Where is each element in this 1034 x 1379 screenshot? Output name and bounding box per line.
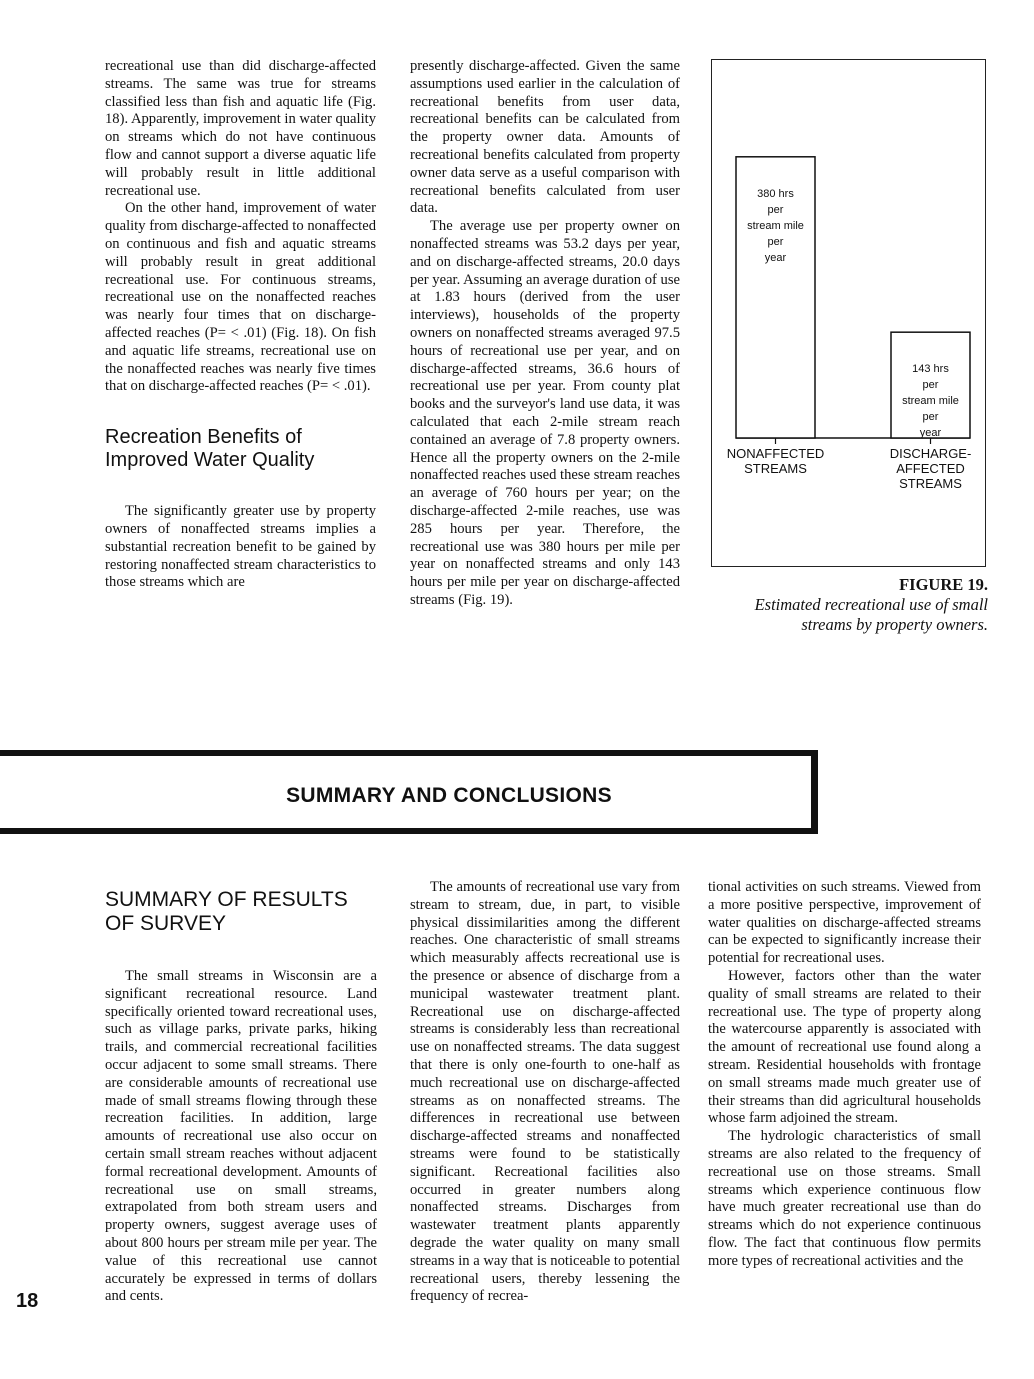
bar-chart — [712, 60, 987, 568]
summary-column-2 — [410, 879, 680, 1306]
page-number: 18 — [16, 1290, 39, 1312]
body-paragraph: The amounts of recreational use vary from stream to stream, due, in part, to visible physical dissimilarities among the different reaches. One characteristic of small streams which measurably affects recreational use is the presence or absence of discharge from a municipal wastewater treatment plant. Recreational use on discharge-affected streams is considerably less than recreational use on nonaffected streams. The data suggest that there is only one-fourth to one-half as much recreational use on discharge-affected streams as on nonaffected streams. The differences in recreational use between discharge-affected streams and nonaffected streams were found to be statistically significant. Recreational facilities also occurred in greater numbers along nonaffected streams. Discharges from wastewater treatment plants apparently degrade the water quality on many small streams in a way that is noticeable to potential recreational users, thereby lessening the frequency of recrea- — [410, 879, 680, 1305]
figure-19-chart — [711, 59, 986, 567]
top-column-2 — [410, 58, 680, 610]
body-paragraph: recreational use than did discharge-affected streams. The same was true for streams classified less than fish and aquatic life (Fig. 18). Apparently, improvement in water quality on streams which do not have continuous flow and cannot support a diverse aquatic life will probably result in little additional recreational use. — [105, 58, 376, 199]
figure-title: Estimated recreational use of small streams by property owners. — [754, 595, 988, 634]
chart-category-label: DISCHARGE-AFFECTED STREAMS — [889, 446, 972, 491]
banner-title: SUMMARY AND CONCLUSIONS — [286, 784, 612, 807]
figure-number: FIGURE 19. — [899, 575, 988, 594]
body-paragraph: However, factors other than the water quality of small streams are related to their recreational use. The type of property along the watercourse apparently is associated with the amount of recreational use found along a stream. Residential households with frontage on small streams made much greater use of their streams than did agricultural households whose farm adjoined the stream. — [708, 967, 981, 1127]
section-heading: SUMMARY OF RESULTS OF SURVEY — [105, 888, 348, 935]
section-heading: Recreation Benefits of Improved Water Quality — [105, 426, 315, 472]
top-column-1 — [105, 58, 376, 592]
body-paragraph: The significantly greater use by property owners of nonaffected streams implies a substantial recreation benefit to be gained by restoring nonaffected stream characteristics to those streams which are — [105, 503, 376, 591]
body-paragraph: On the other hand, improvement of water quality from discharge-affected to nonaffected on continuous and fish and aquatic streams will probably result in great additional recreational use. For continuous streams, recreational use on the nonaffected reaches was nearly four times that on discharge-affected reaches (P= < .01) (Fig. 18). On fish and aquatic life streams, recreational use on the nonaffected reaches was nearly five times that on discharge-affected reaches (P= < .01). — [105, 200, 376, 395]
chart-data-label: 143 hrs per stream mile per year — [902, 363, 959, 440]
body-paragraph: The hydrologic characteristics of small streams are also related to the frequency of recreational use on those streams. Small streams which experience continuous flow have much greater recreational use than do streams which do not experience continuous flow. The fact that continuous flow permits more types of recreational activities and the — [708, 1128, 981, 1269]
body-paragraph: The average use per property owner on nonaffected streams was 53.2 days per year, and on discharge-affected streams, 20.0 days per year. Assuming an average duration of use at 1.83 hours (derived from the user interviews), households of the property owners on nonaffected streams averaged 97.5 hours of recreational use per year, and on discharge-affected streams, 36.6 hours of recreational use per year. From county plat books and the surveyor's land use data, it was calculated that each 2-mile stream reach contained an average of 7.8 property owners. Hence all the property owners on the 2-mile nonaffected reaches used these stream reaches an average of 760 hours per year; on the discharge-affected 2-mile reaches, use was 285 hours per year. Therefore, the recreational use was 380 hours per mile per year on nonaffected streams and only 143 hours per mile per year on discharge-affected streams (Fig. 19). — [410, 218, 680, 608]
summary-column-3 — [708, 879, 981, 1271]
summary-column-1 — [105, 888, 377, 1306]
chart-data-label: 380 hrs per stream mile per year — [747, 187, 804, 264]
body-paragraph: presently discharge-affected. Given the same assumptions used earlier in the calculation of recreational benefits from user data, recreational benefits can be calculated from the property owner data. Amounts of recreational benefits calculated from property owner data serve as a useful comparison with recreational benefits calculated from user data. — [410, 58, 680, 217]
chart-category-label: NONAFFECTED STREAMS — [726, 446, 825, 476]
body-paragraph: The small streams in Wisconsin are a significant recreational resource. Land specifically oriented toward recreational uses, such as village parks, private parks, hiking trails, and commercial recreational facilities occur adjacent to some small streams. There are considerable amounts of recreational use made of small streams flowing through these recreation facilities. In addition, large amounts of recreational use also occur on certain small stream reaches without adjacent formal recreational development. Amounts of recreational use on small streams, extrapolated from both stream users and property owners, suggest average uses of about 800 hours per stream mile per year. The value of this recreational use cannot accurately be expressed in terms of dollars and cents. — [105, 968, 377, 1305]
figure-caption — [700, 575, 988, 635]
body-paragraph: tional activities on such streams. Viewed from a more positive perspective, improvement of water qualities on discharge-affected streams can be expected to significantly increase their potential for recreational uses. — [708, 879, 981, 967]
